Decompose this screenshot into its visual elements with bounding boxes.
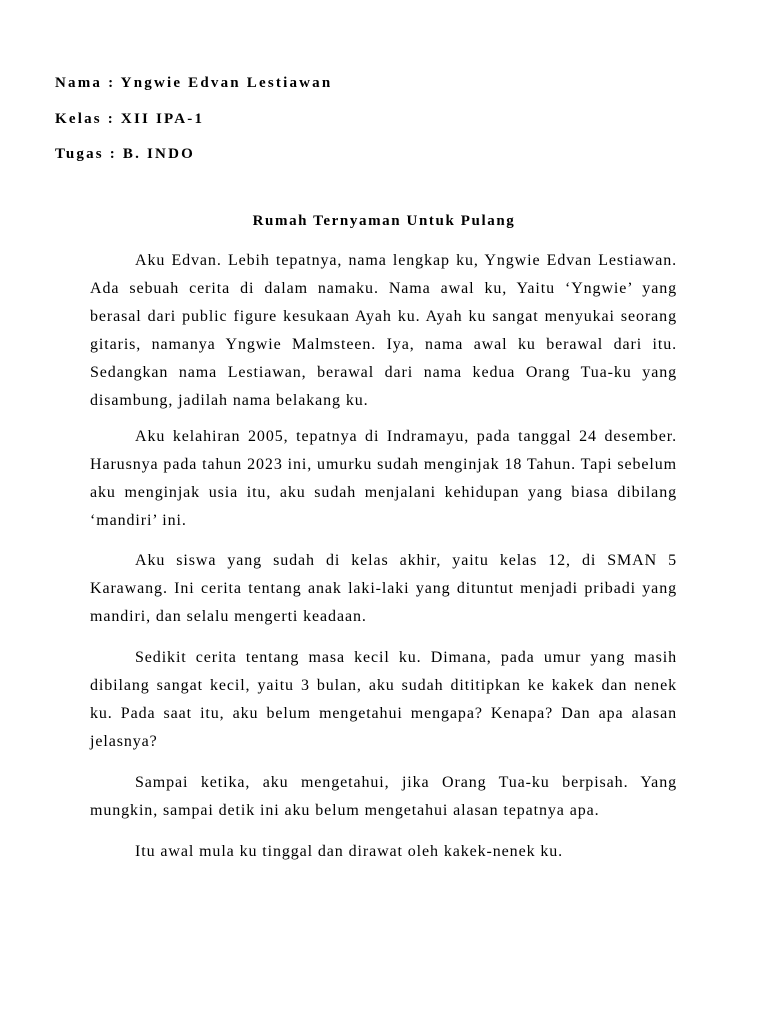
student-name-line: Nama : Yngwie Edvan Lestiawan — [55, 75, 333, 91]
paragraph-4: Sedikit cerita tentang masa kecil ku. Dimana, pada umur yang masih dibilang sangat kecil, yaitu 3 bulan, aku sudah dititipkan ke kakek dan nenek ku. Pada saat itu, aku belum mengetahui mengapa? Kenapa? Dan apa alasan jelasnya? — [90, 649, 677, 750]
essay-body — [90, 247, 677, 866]
essay-title: Rumah Ternyaman Untuk Pulang — [252, 213, 516, 229]
paragraph-2: Aku kelahiran 2005, tepatnya di Indramayu, pada tanggal 24 desember. Harusnya pada tahun 2023 ini, umurku sudah menginjak 18 Tahun. Tapi sebelum aku menginjak usia itu, aku sudah menjalani kehidupan yang biasa dibilang ‘mandiri’ ini. — [90, 428, 677, 529]
paragraph-spacer — [90, 631, 677, 644]
student-class-line: Kelas : XII IPA-1 — [55, 111, 205, 127]
paragraph-spacer — [90, 415, 677, 423]
paragraph-spacer — [90, 825, 677, 838]
assignment-line: Tugas : B. INDO — [55, 146, 195, 162]
paragraph-5: Sampai ketika, aku mengetahui, jika Orang Tua-ku berpisah. Yang mungkin, sampai detik ini aku belum mengetahui alasan tepatnya apa. — [90, 774, 677, 819]
paragraph-3: Aku siswa yang sudah di kelas akhir, yaitu kelas 12, di SMAN 5 Karawang. Ini cerita tentang anak laki-laki yang dituntut menjadi pribadi yang mandiri, dan selalu mengerti keadaan. — [90, 552, 677, 625]
paragraph-spacer — [90, 535, 677, 547]
paragraph-1: Aku Edvan. Lebih tepatnya, nama lengkap ku, Yngwie Edvan Lestiawan. Ada sebuah cerita di dalam namaku. Nama awal ku, Yaitu ‘Yngwie’ yang berasal dari public figure kesukaan Ayah ku. Ayah ku sangat menyukai seorang gitaris, namanya Yngwie Malmsteen. Iya, nama awal ku berawal dari itu. Sedangkan nama Lestiawan, berawal dari nama kedua Orang Tua-ku yang disambung, jadilah nama belakang ku. — [90, 252, 677, 409]
paragraph-spacer — [90, 756, 677, 769]
paragraph-6: Itu awal mula ku tinggal dan dirawat oleh kakek-nenek ku. — [135, 843, 564, 860]
